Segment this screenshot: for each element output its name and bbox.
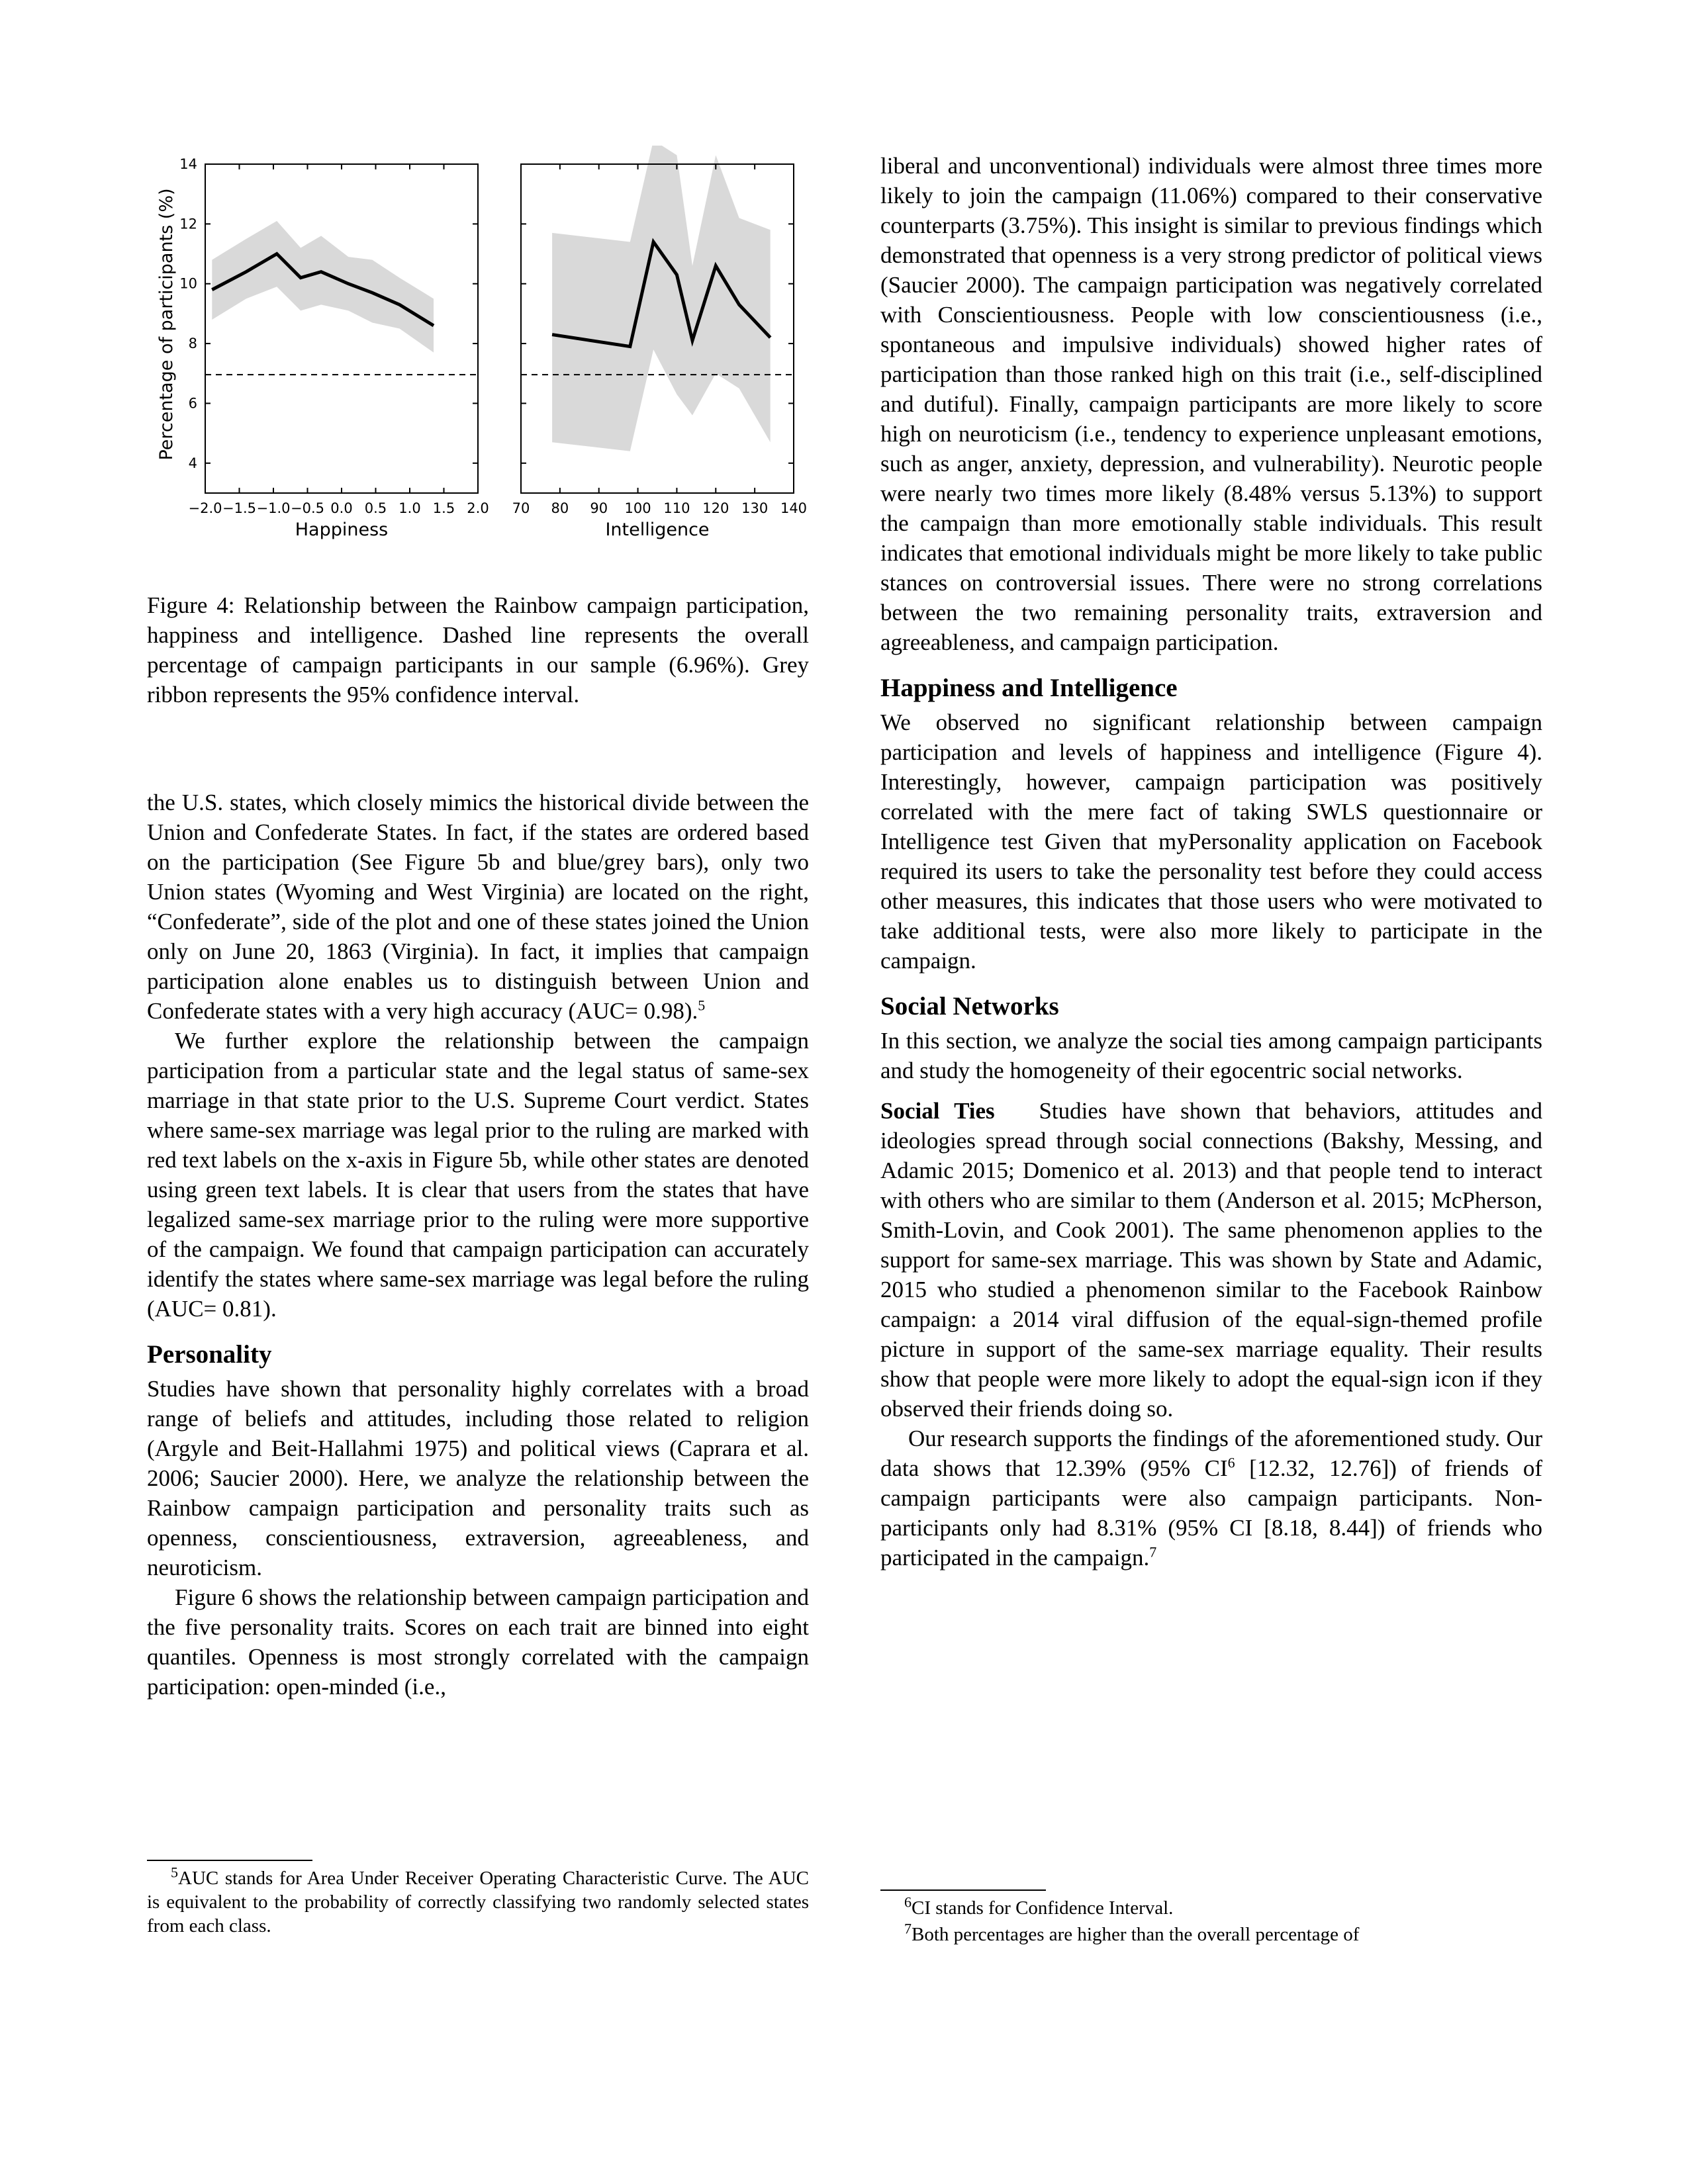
paragraph: the U.S. states, which closely mimics the historical divide between the Union and Confederate States. In fact, if the states are ordered based on the participation (See Figure 5b and blue/grey bars), only two Union states (Wyoming and West Virginia) are located on the right, “Confederate”, side of the plot and one of these states joined the Union only on June 20, 1863 (Virginia). In fact, it implies that campaign participation alone enables us to distinguish between Union and Confederate states with a very high accuracy (AUC= 0.98).$^5$: [147, 790, 809, 1024]
footnote-ref-7: 7: [1149, 1543, 1157, 1561]
happiness-x-tick-label: 0.5: [364, 500, 387, 516]
paragraph: Our research supports the findings of the aforementioned study. Our data shows that 12.39% (95% $CI^6$ [12.32, 12.76]) of friends of campaign participants were also campaign participants. Non-participants only had 8.31% (95% CI [8.18, 8.44]) of friends who participated in the campaign.$^7$: [880, 1426, 1543, 1570]
intelligence-chart: [512, 146, 807, 540]
right-body: [880, 151, 1542, 1572]
happiness-x-tick-label: 1.5: [432, 500, 455, 516]
happiness-x-tick-label: −2.0: [188, 500, 222, 516]
happiness-y-tick-label: 10: [179, 275, 197, 292]
footnote-6: $^6$CI stands for Confidence Interval.: [904, 1893, 1174, 1919]
y-axis-label: Percentage of participants (%): [156, 188, 177, 461]
happiness-x-tick-label: −1.0: [256, 500, 291, 516]
intelligence-x-tick-label: 80: [551, 500, 569, 516]
paragraph: We further explore the relationship between the campaign participation from a particular state and the legal status of same-sex marriage in that state prior to the U.S. Supreme Court verdict. States where same-sex marriage was legal prior to the ruling are marked with red text labels on the x-axis in Figure 5b, while other states are denoted using green text labels. It is clear that users from the states that have legalized same-sex marriage prior to the ruling were more supportive of the campaign. We found that campaign participation can accurately identify the states where same-sex marriage was legal before the ruling (AUC= 0.81).: [147, 1028, 809, 1322]
footnote-rule: [880, 1889, 1046, 1891]
happiness-y-tick-label: 14: [179, 156, 197, 172]
paragraph: Figure 6 shows the relationship between campaign participation and the five personality traits. Scores on each trait are binned into eight quantiles. Openness is most strongly correlated with the campaign participation: open-minded (i.e.,: [147, 1584, 809, 1700]
happiness-x-tick-label: 2.0: [467, 500, 489, 516]
section-heading-social-networks: Social Networks: [880, 992, 1059, 1021]
intelligence-confidence-ribbon: [552, 146, 771, 451]
happiness-x-axis-label: Happiness: [295, 520, 389, 540]
happiness-y-tick-label: 8: [188, 336, 197, 352]
intelligence-x-tick-label: 120: [702, 500, 729, 516]
intelligence-x-tick-label: 100: [624, 500, 651, 516]
figure-4-chart: [147, 146, 816, 556]
happiness-x-tick-label: 0.0: [330, 500, 353, 516]
intelligence-x-tick-label: 90: [590, 500, 608, 516]
happiness-x-tick-label: −1.5: [222, 500, 256, 516]
happiness-chart: [179, 156, 489, 540]
footnotes-right: [880, 1889, 1542, 1946]
run-in-heading-social-ties: Social Ties: [880, 1098, 995, 1124]
footnote-7: $^7$Both percentages are higher than the overall percentage of: [904, 1920, 1360, 1945]
footnote-ref-6: 6: [1227, 1454, 1235, 1471]
paragraph: We observed no significant relationship between campaign participation and levels of happiness and intelligence (Figure 4). Interestingly, however, campaign participation was positively correlated with the mere fact of taking SWLS questionnaire or Intelligence test Given that myPersonality application on Facebook required its users to take the personality test before they could access other measures, this indicates that those users who were motivated to take additional tests, were also more likely to participate in the campaign.: [880, 709, 1542, 974]
intelligence-x-tick-label: 70: [512, 500, 530, 516]
paragraph: Social Ties Studies have shown that behaviors, attitudes and ideologies spread through social connections (Bakshy, Messing, and Adamic 2015; Domenico et al. 2013) and that people tend to interact with others who are similar to them (Anderson et al. 2015; McPherson, Smith-Lovin, and Cook 2001). The same phenomenon applies to the support for same-sex marriage. This was shown by State and Adamic, 2015 who studied a phenomenon similar to the Facebook Rainbow campaign: a 2014 viral diffusion of the equal-sign-themed profile picture in support of the same-sex marriage equality. Their results show that people were more likely to adopt the equal-sign icon if they observed their friends doing so.: [880, 1098, 1542, 1422]
paragraph: Studies have shown that personality highly correlates with a broad range of beliefs and attitudes, including those related to religion (Argyle and Beit-Hallahmi 1975) and political views (Caprara et al. 2006; Saucier 2000). Here, we analyze the relationship between the Rainbow campaign participation and personality traits such as openness, conscientiousness, extraversion, agreeableness, and neuroticism.: [147, 1376, 809, 1580]
intelligence-x-axis-label: Intelligence: [605, 520, 710, 540]
happiness-x-tick-label: −0.5: [291, 500, 324, 516]
happiness-confidence-ribbon: [212, 221, 434, 353]
intelligence-x-tick-label: 130: [741, 500, 769, 516]
happiness-y-tick-label: 12: [179, 216, 197, 232]
happiness-y-tick-label: 4: [188, 455, 197, 471]
figure-4-caption: [147, 590, 809, 709]
footnote-5: $^5$AUC stands for Area Under Receiver Operating Characteristic Curve. The AUC is equivalent to the probability of correctly classifying two randomly selected states from each class.: [147, 1864, 809, 1936]
footnote-rule: [147, 1860, 312, 1861]
paragraph: liberal and unconventional) individuals were almost three times more likely to join the campaign (11.06%) compared to their conservative counterparts (3.75%). This insight is similar to previous findings which demonstrated that openness is a very strong predictor of political views (Saucier 2000). The campaign participation was negatively correlated with Conscientiousness. People with low conscientiousness (i.e., spontaneous and impulsive individuals) showed higher rates of participation than those ranked high on this trait (i.e., self-disciplined and dutiful). Finally, campaign participants are more likely to score high on neuroticism (i.e., tendency to experience unpleasant emotions, such as anger, anxiety, depression, and vulnerability). Neurotic people were nearly two times more likely (8.48% versus 5.13%) to support the campaign than more emotionally stable individuals. This result indicates that emotional individuals might be more likely to take public stances on controversial issues. There were no strong correlations between the two remaining personality traits, extraversion and agreeableness, and campaign participation.: [880, 153, 1542, 655]
intelligence-x-tick-label: 140: [780, 500, 808, 516]
footnotes-left: [147, 1860, 809, 1938]
happiness-x-tick-label: 1.0: [399, 500, 421, 516]
paragraph: In this section, we analyze the social ties among campaign participants and study the homogeneity of their egocentric social networks.: [880, 1028, 1542, 1083]
left-body: [147, 788, 809, 1702]
footnote-ref-5: 5: [698, 997, 706, 1014]
figure-caption-text: Figure 4: Relationship between the Rainbow campaign participation, happiness and intelligence. Dashed line represents the overall percentage of campaign participants in our sample (6.96%). Grey ribbon represents the 95% confidence interval.: [147, 592, 809, 707]
happiness-y-tick-label: 6: [188, 395, 197, 412]
happiness-plot-frame: [205, 164, 478, 493]
intelligence-x-tick-label: 110: [663, 500, 690, 516]
section-heading-personality: Personality: [147, 1340, 272, 1369]
section-heading-happiness-intelligence: Happiness and Intelligence: [880, 674, 1178, 702]
